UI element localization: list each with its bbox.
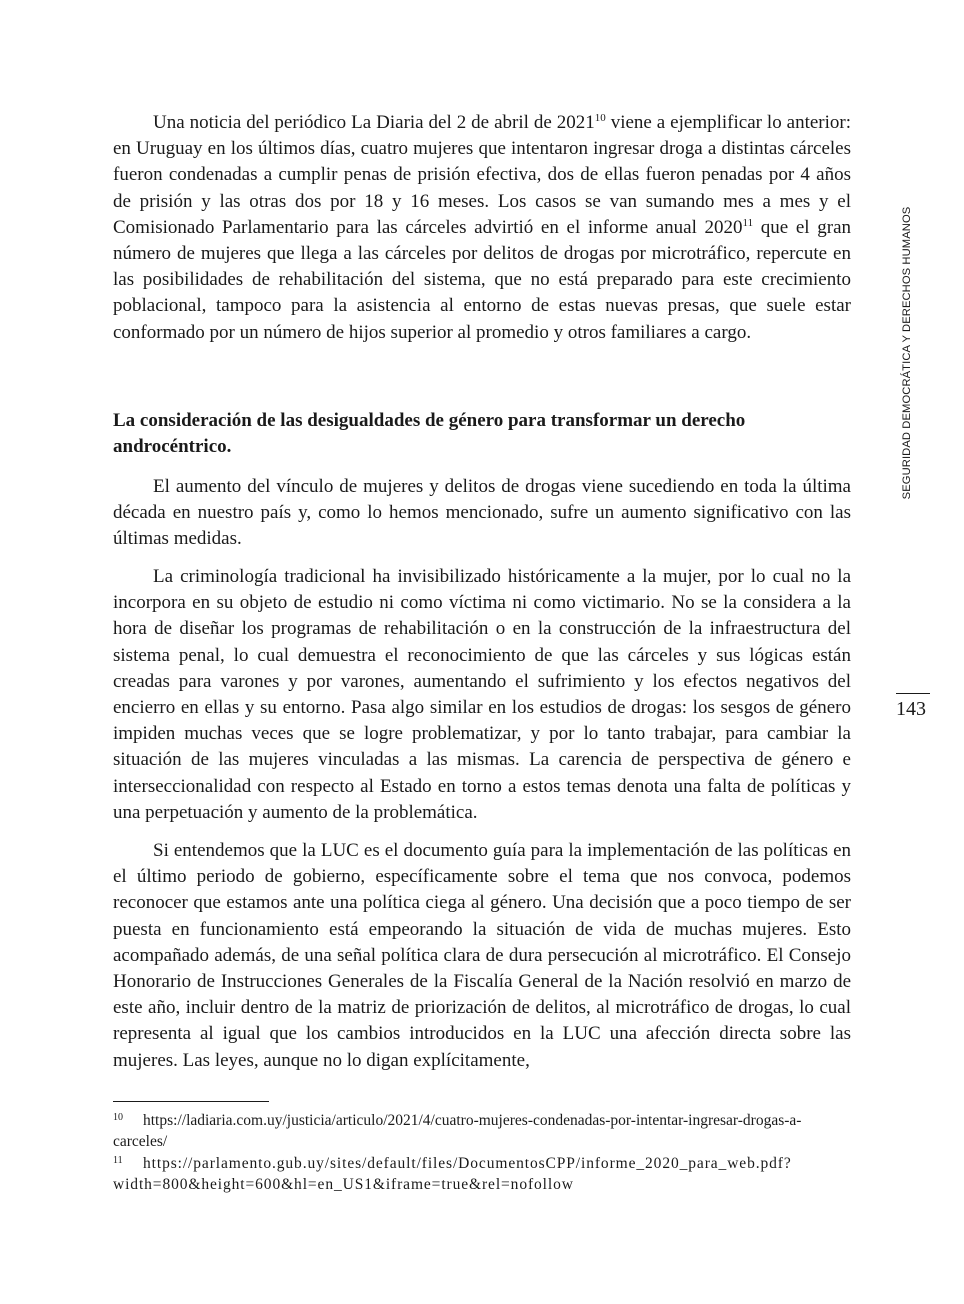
page-number: 143 (896, 698, 926, 720)
paragraph-1-part-2: viene a ejemplificar lo anterior: en Uruguay en los últimos días, cuatro mujeres que intentaron ingresar droga a distintas cárceles fueron condenadas a cumplir penas de prisión efectiva, dos de ellas fueron penadas por 4 años de prisión y las otras dos por 18 y 16 meses. Los casos se van sumando mes a mes y el Comisionado Parlamentario para las cárceles advirtió en el informe anual 2020 (113, 112, 851, 238)
paragraph-3-text: La criminología tradicional ha invisibilizado históricamente a la mujer, por lo cual no la incorpora en su objeto de estudio ni como víctima ni como victimario. No se la considera a la hora de diseñar los programas de rehabilitación o en la construcción de la infraestructura del sistema penal, lo cual demuestra el reconocimiento de que las cárceles y sus lógicas están creadas para varones y por varones, aumentando el sufrimiento y los efectos negativos del encierro en ellas y su entorno. Pasa algo similar en los estudios de drogas: los sesgos de género impiden muchas veces que se logre problematizar, y por lo tanto trabajar, para cambiar la situación de las mujeres vinculadas a las mismas. La carencia de perspectiva de género e interseccionalidad con respecto al Estado en torno a estos temas denota una falta de políticas y una perpetuación y aumento de la problemática. (113, 566, 851, 823)
footnote-separator (113, 1101, 269, 1102)
footnote-link[interactable]: https://ladiaria.com.uy/justicia/articulo/2021/4/cuatro-mujeres-condenadas-por-intentar-ingresar-drogas-a-carceles/ (113, 1112, 802, 1150)
paragraph-1-text (113, 110, 851, 346)
page-number-rule (896, 693, 930, 694)
paragraph-4-text: Si entendemos que la LUC es el documento guía para la implementación de las políticas en el último periodo de gobierno, específicamente sobre el tema que nos convoca, podemos reconocer que estamos ante una política ciega al género. Una decisión que a poco tiempo de ser puesta en funcionamiento está empeorando la situación de vida de muchas mujeres. Esto acompañado además, de una señal política clara de dura persecución al microtráfico. El Consejo Honorario de Instrucciones Generales de la Fiscalía General de la Nación resolvió en marzo de este año, incluir dentro de la matriz de priorización de delitos, al microtráfico de drogas, lo cual representa al igual que los cambios introducidos en la LUC una afección directa sobre las mujeres. Las leyes, aunque no lo digan explícitamente, (113, 840, 851, 1071)
paragraph-1-part-1: Una noticia del periódico La Diaria del 2 de abril de 2021 (153, 112, 595, 133)
paragraph-1-part-3: que el gran número de mujeres que llega a las cárceles por delitos de drogas por microtráfico, repercute en las posibilidades de rehabilitación del sistema, que no está preparado para este crecimiento poblacional, tampoco para la asistencia al entorno de estas nuevas presas, que suele estar conformado por un número de hijos superior al promedio y otros familiares a cargo. (113, 216, 851, 343)
paragraph-2-text: El aumento del vínculo de mujeres y delitos de drogas viene sucediendo en toda la última década en nuestro país y, como lo hemos mencionado, sufre un aumento significativo con las últimas medidas. (113, 476, 851, 550)
paragraph-3 (113, 564, 851, 826)
running-title-sidebar (897, 196, 917, 511)
footnote-11: 11 https://parlamento.gub.uy/sites/default/files/DocumentosCPP/informe_2020_para_web.pdf?width=800&height=600&hl=en_US1&iframe=true&rel=nofollow (113, 1155, 792, 1193)
running-title: SEGURIDAD DEMOCRÁTICA Y DERECHOS HUMANOS (901, 206, 913, 500)
paragraph-2 (113, 474, 851, 553)
footnote-link[interactable]: https://parlamento.gub.uy/sites/default/files/DocumentosCPP/informe_2020_para_web.pdf?width=800&height=600&hl=en_US1&iframe=true&rel=nofollow (113, 1155, 792, 1193)
footnote-reference-11[interactable]: 11 (742, 216, 754, 229)
paragraph-4 (113, 838, 851, 1074)
section-heading-text: La consideración de las desigualdades de género para transformar un derecho androcéntrico. (113, 410, 746, 458)
section-heading (113, 408, 851, 460)
footnote-reference-10[interactable]: 10 (594, 112, 606, 124)
footnote-10: 10 https://ladiaria.com.uy/justicia/articulo/2021/4/cuatro-mujeres-condenadas-por-intentar-ingresar-drogas-a-carceles/ (113, 1112, 802, 1150)
paragraph-1 (113, 110, 851, 346)
